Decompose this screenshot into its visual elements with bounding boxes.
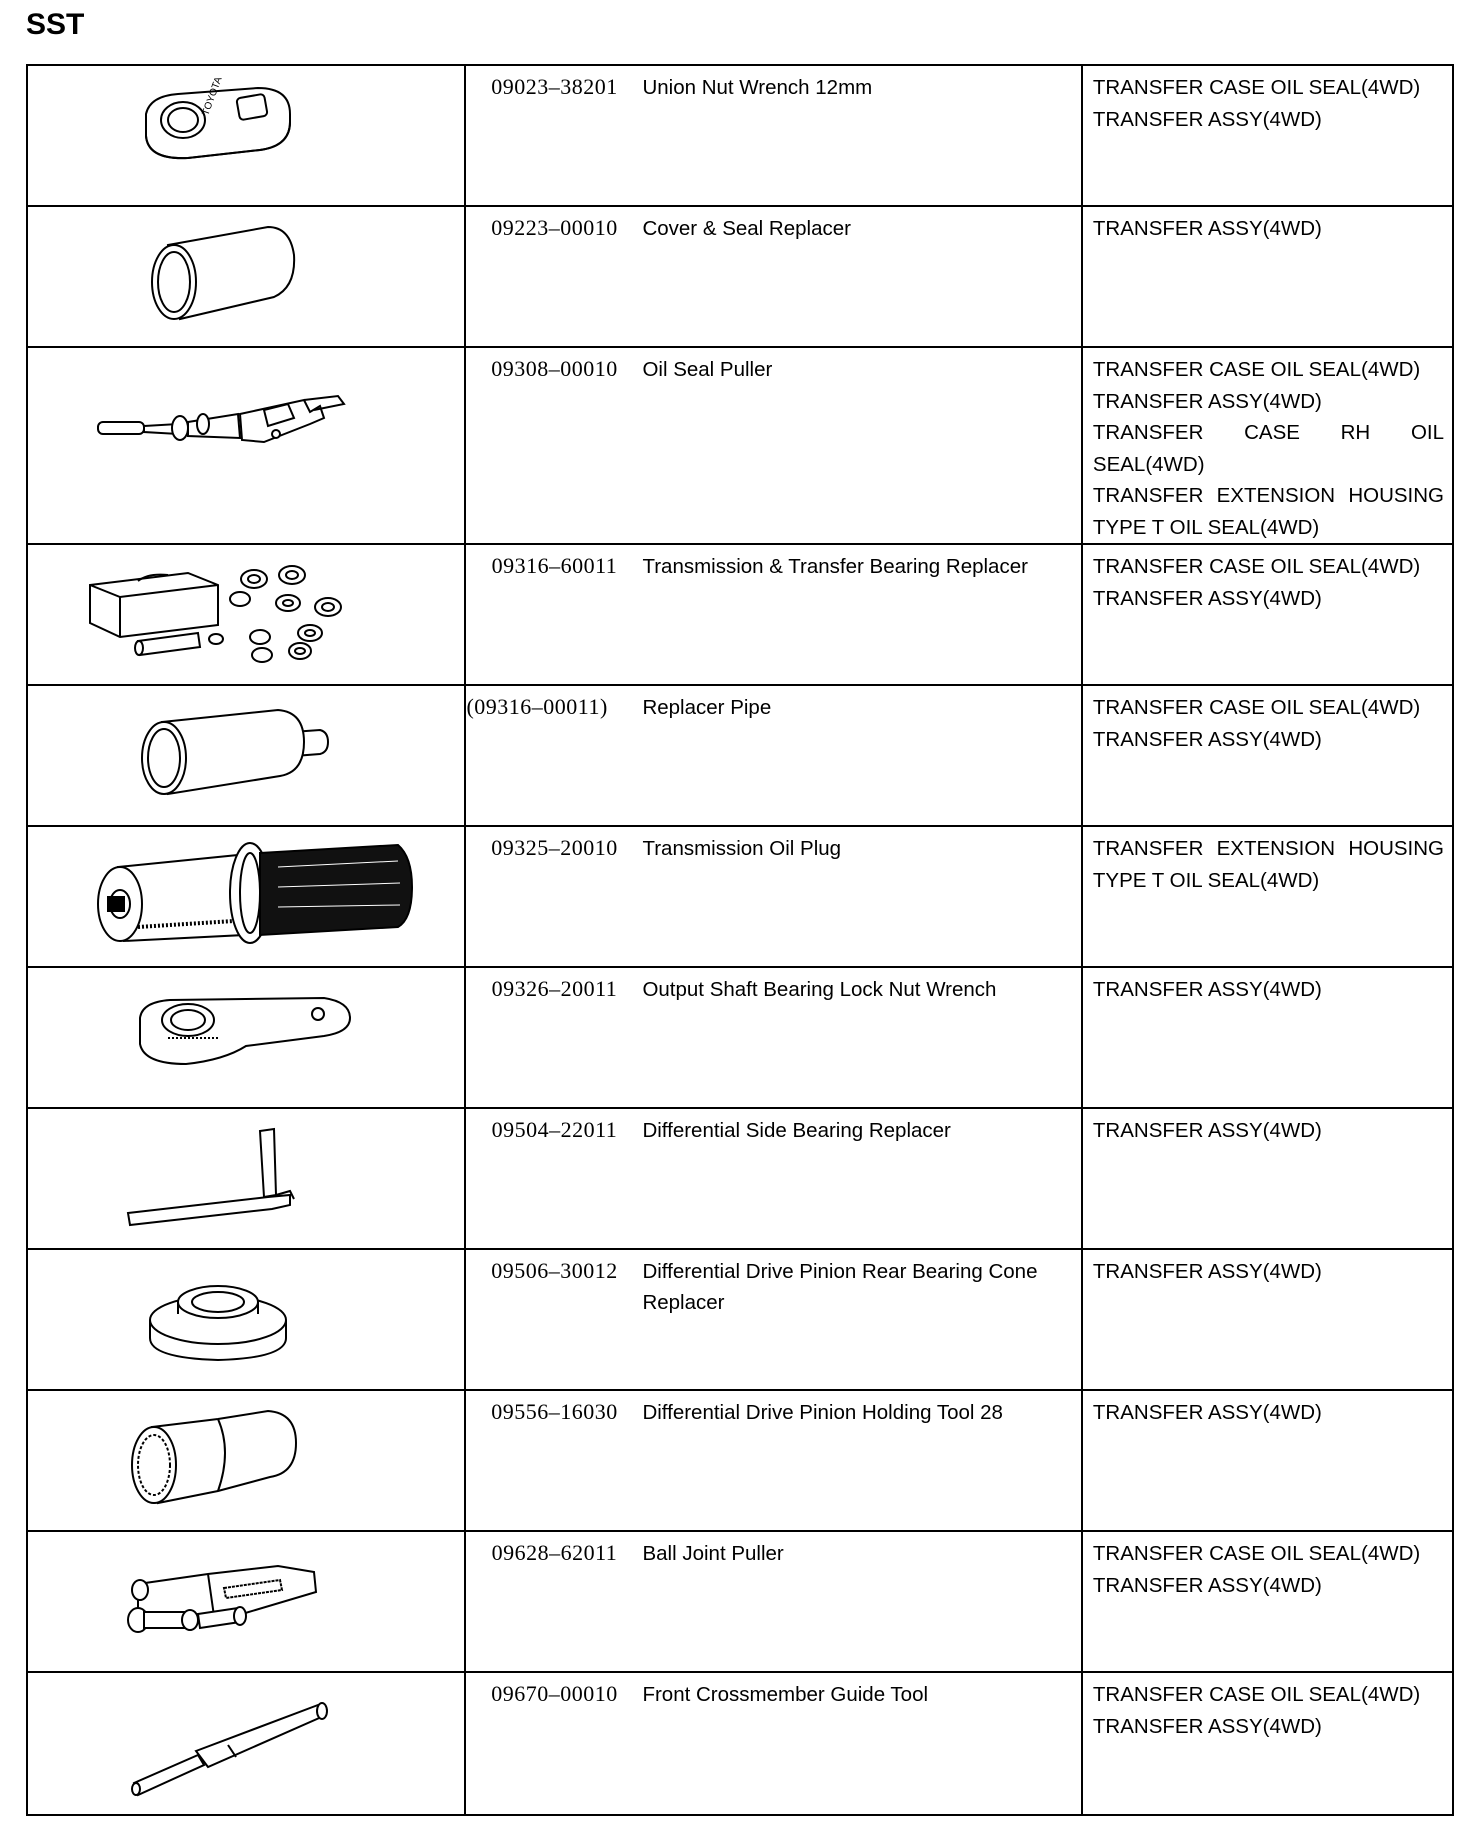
usage-cell bbox=[1082, 1249, 1453, 1390]
usage-item: TRANSFER ASSY(4WD) bbox=[1092, 1573, 1322, 1597]
sst-table bbox=[26, 64, 1454, 1816]
usage-item: TRANSFER EXTENSION HOUSING TYPE T OIL SEAL(4WD) bbox=[1092, 837, 1444, 892]
part-number: (09316–00011) bbox=[466, 694, 608, 719]
table-row bbox=[27, 1249, 1453, 1390]
usage-item: TRANSFER ASSY(4WD) bbox=[1092, 1260, 1322, 1283]
part-name: Differential Side Bearing Replacer bbox=[642, 1119, 951, 1142]
guide-tool-icon bbox=[28, 1673, 464, 1812]
usage-item: TRANSFER ASSY(4WD) bbox=[1092, 1714, 1322, 1738]
usage-item: TRANSFER EXTENSION HOUSING TYPE T OIL SEAL(4WD) bbox=[1092, 484, 1444, 539]
part-number: 09504–22011 bbox=[491, 1117, 618, 1142]
usage-cell bbox=[1082, 826, 1453, 967]
tool-image-cell bbox=[27, 65, 465, 206]
usage-item: TRANSFER ASSY(4WD) bbox=[1092, 1401, 1322, 1424]
table-row bbox=[27, 206, 1453, 347]
part-name: Cover & Seal Replacer bbox=[642, 217, 851, 240]
usage-item: TRANSFER ASSY(4WD) bbox=[1092, 727, 1322, 751]
page-title: SST bbox=[26, 8, 85, 41]
tool-image-cell bbox=[27, 826, 465, 967]
table-row bbox=[27, 347, 1453, 544]
table-row bbox=[27, 1672, 1453, 1815]
table-row bbox=[27, 544, 1453, 685]
part-number: 09308–00010 bbox=[491, 356, 618, 381]
part-number: 09326–20011 bbox=[491, 976, 618, 1001]
tool-image-cell bbox=[27, 347, 465, 544]
part-name: Replacer Pipe bbox=[642, 696, 772, 719]
tool-image-cell bbox=[27, 1390, 465, 1531]
part-number: 09325–20010 bbox=[491, 835, 618, 860]
oil-seal-puller-icon bbox=[28, 348, 464, 540]
part-name: Differential Drive Pinion Rear Bearing Cone Replacer bbox=[642, 1260, 1038, 1314]
union-nut-wrench-icon bbox=[28, 66, 464, 205]
part-number: 09670–00010 bbox=[491, 1681, 618, 1706]
part-number: 09506–30012 bbox=[491, 1258, 618, 1283]
tool-image-cell bbox=[27, 1672, 465, 1815]
tool-info-cell bbox=[465, 347, 1081, 544]
replacer-pipe-icon bbox=[28, 686, 464, 825]
part-number: 09223–00010 bbox=[491, 215, 618, 240]
table-row bbox=[27, 1108, 1453, 1249]
tool-info-cell bbox=[465, 206, 1081, 347]
usage-cell bbox=[1082, 544, 1453, 685]
tool-info-cell bbox=[465, 65, 1081, 206]
usage-cell bbox=[1082, 1108, 1453, 1249]
usage-cell bbox=[1082, 206, 1453, 347]
part-name: Transmission & Transfer Bearing Replacer bbox=[642, 555, 1028, 578]
usage-item: TRANSFER ASSY(4WD) bbox=[1092, 1119, 1322, 1142]
usage-item: TRANSFER ASSY(4WD) bbox=[1092, 978, 1322, 1001]
tool-info-cell bbox=[465, 1672, 1081, 1815]
usage-cell bbox=[1082, 347, 1453, 544]
part-name: Oil Seal Puller bbox=[642, 358, 773, 381]
part-name: Differential Drive Pinion Holding Tool 28 bbox=[642, 1401, 1003, 1424]
table-row bbox=[27, 65, 1453, 206]
usage-item: TRANSFER ASSY(4WD) bbox=[1092, 389, 1322, 413]
bearing-cone-replacer-icon bbox=[28, 1250, 464, 1389]
tool-info-cell bbox=[465, 826, 1081, 967]
part-number: 09023–38201 bbox=[491, 74, 618, 99]
usage-item: TRANSFER CASE OIL SEAL(4WD) bbox=[1092, 358, 1421, 381]
part-name: Front Crossmember Guide Tool bbox=[642, 1683, 929, 1706]
usage-item: TRANSFER ASSY(4WD) bbox=[1092, 586, 1322, 610]
tool-image-cell bbox=[27, 685, 465, 826]
usage-cell bbox=[1082, 1672, 1453, 1815]
tool-image-cell bbox=[27, 967, 465, 1108]
tool-info-cell bbox=[465, 1108, 1081, 1249]
part-number: 09316–60011 bbox=[491, 553, 618, 578]
usage-item: TRANSFER CASE OIL SEAL(4WD) bbox=[1092, 555, 1421, 578]
table-row bbox=[27, 685, 1453, 826]
transmission-oil-plug-icon bbox=[28, 827, 464, 966]
table-row bbox=[27, 967, 1453, 1108]
lock-nut-wrench-icon bbox=[28, 968, 464, 1107]
usage-cell bbox=[1082, 1390, 1453, 1531]
table-row bbox=[27, 1390, 1453, 1531]
part-name: Transmission Oil Plug bbox=[642, 837, 842, 860]
tool-image-cell bbox=[27, 206, 465, 347]
usage-cell bbox=[1082, 685, 1453, 826]
usage-item: TRANSFER ASSY(4WD) bbox=[1092, 107, 1322, 131]
pinion-holding-tool-icon bbox=[28, 1391, 464, 1530]
bearing-replacer-set-icon bbox=[28, 545, 464, 684]
usage-item: TRANSFER CASE OIL SEAL(4WD) bbox=[1092, 76, 1421, 99]
tool-info-cell bbox=[465, 1531, 1081, 1672]
tool-image-cell bbox=[27, 1249, 465, 1390]
table-row bbox=[27, 1531, 1453, 1672]
usage-cell bbox=[1082, 65, 1453, 206]
usage-item: TRANSFER ASSY(4WD) bbox=[1092, 217, 1322, 240]
usage-item: TRANSFER CASE OIL SEAL(4WD) bbox=[1092, 696, 1421, 719]
part-name: Union Nut Wrench 12mm bbox=[642, 76, 873, 99]
ball-joint-puller-icon bbox=[28, 1532, 464, 1671]
tool-info-cell bbox=[465, 967, 1081, 1108]
usage-cell bbox=[1082, 967, 1453, 1108]
side-bearing-replacer-icon bbox=[28, 1109, 464, 1248]
tool-info-cell bbox=[465, 1249, 1081, 1390]
tool-info-cell bbox=[465, 685, 1081, 826]
tool-image-cell bbox=[27, 1108, 465, 1249]
part-number: 09628–62011 bbox=[491, 1540, 618, 1565]
usage-item: TRANSFER CASE OIL SEAL(4WD) bbox=[1092, 1683, 1421, 1706]
tool-info-cell bbox=[465, 1390, 1081, 1531]
part-name: Output Shaft Bearing Lock Nut Wrench bbox=[642, 978, 997, 1001]
tool-info-cell bbox=[465, 544, 1081, 685]
tool-image-cell bbox=[27, 544, 465, 685]
usage-item: TRANSFER CASE OIL SEAL(4WD) bbox=[1092, 1542, 1421, 1565]
tool-image-cell bbox=[27, 1531, 465, 1672]
part-number: 09556–16030 bbox=[491, 1399, 618, 1424]
part-name: Ball Joint Puller bbox=[642, 1542, 784, 1565]
table-row bbox=[27, 826, 1453, 967]
cover-seal-replacer-icon bbox=[28, 207, 464, 346]
svg-text:TOYOTA: TOYOTA bbox=[200, 75, 225, 118]
usage-cell bbox=[1082, 1531, 1453, 1672]
usage-item: TRANSFER CASE RH OIL SEAL(4WD) bbox=[1092, 421, 1444, 476]
